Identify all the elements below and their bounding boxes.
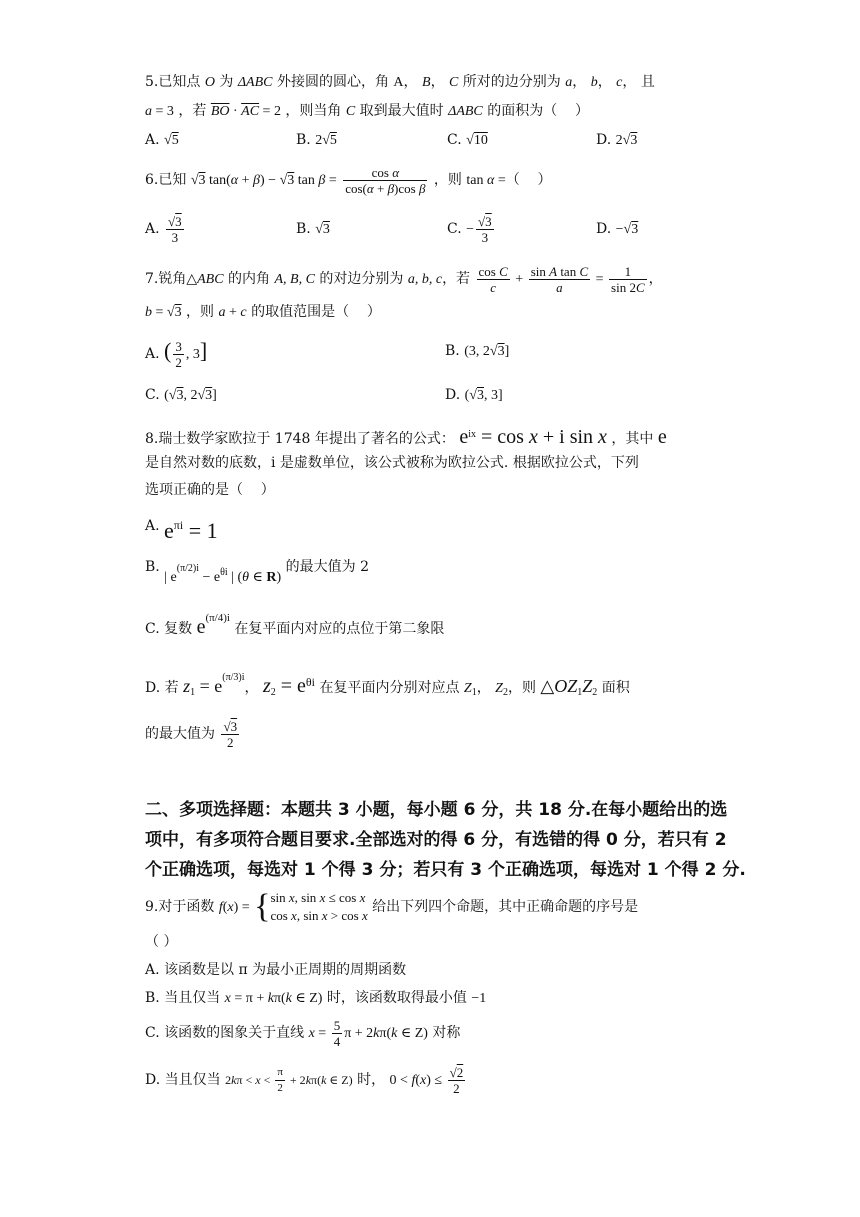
q8-option-c: C. 复数 $e^{(\pi/4)i}$ 在复平面内对应的点位于第二象限 (145, 612, 445, 638)
q6-option-b: B. √3 (296, 221, 330, 237)
q7-option-d: D. (√3, 3] (445, 387, 503, 403)
q8-line3: 选项正确的是（ ） (145, 482, 275, 498)
q8-option-d-line2: 的最大值为 $\frac{√3}{2}$ (145, 718, 238, 750)
section2-line2: 项中，有多项符合题目要求.全部选对的得 6 分，有选错的得 0 分，若只有 2 (145, 830, 727, 850)
q8-option-d-line1: D. 若 $z_1 = e^{(\pi/3)i}$， $z_2 = e^{\theta i}$ 在复平面内分别对应点 $Z_1$， $Z_2$，则 $\triangle OZ_1Z_2$ 面积 (145, 672, 630, 698)
q6-line: 6.已知 √3 tan(α + β) − √3 tan β = $\frac{\text{cos α}}{\text{cos(α + β)cos β}}$ ，则 tan α =（ ） (145, 164, 552, 196)
q9-option-a: A. 该函数是以 π 为最小正周期的周期函数 (145, 962, 407, 978)
q9-option-c: C. 该函数的图象关于直线 x = $\frac{5}{4}$ π + 2kπ(k ∈ Z) 对称 (145, 1017, 461, 1049)
q9-option-d: D. 当且仅当 2kπ < x < $\frac{\pi}{2}$ + 2kπ(k ∈ Z) 时， 0 < f(x) ≤ $\frac{√2}{2}$ (145, 1064, 464, 1096)
q8-line1: 8.瑞士数学家欧拉于 1748 年提出了著名的公式： $e^{ix} = \cos x + i$ sin x ，其中 e (145, 426, 667, 448)
q6-option-a: A. $\frac{√3}{3}$ (145, 213, 182, 245)
q9-option-b: B. 当且仅当 x = π + kπ(k ∈ Z) 时，该函数取得最小值 −1 (145, 990, 487, 1006)
q5-line1: 5.已知点 O 为 ΔABC 外接圆的圆心，角 A， B， C 所对的边分别为 a， b， c， 且 (145, 74, 655, 90)
q5-option-d: D. 2√3 (596, 132, 638, 148)
q5-option-a: A. √5 (145, 132, 179, 148)
q5-option-b: B. 2√5 (296, 132, 337, 148)
q8-line2: 是自然对数的底数，i 是虚数单位，该公式被称为欧拉公式. 根据欧拉公式，下列 (145, 455, 639, 471)
q5-line2: a = 3 ，若 $\overline{BO} \cdot \overline{AC} = 2$ ，则当角 C 取到最大值时 ΔABC 的面积为（ ） (145, 103, 590, 119)
q8-option-a: A. $e^{\pi i} = 1$ (145, 518, 218, 543)
q7-line2: b = √3 ，则 a + c 的取值范围是（ ） (145, 304, 381, 320)
q6-option-c: C. − $\frac{√3}{3}$ (447, 213, 492, 245)
q6-option-d: D. −√3 (596, 221, 639, 237)
q7-option-b: B. (3, 2√3] (445, 343, 510, 359)
section2-line3: 个正确选项，每选对 1 个得 3 分；若只有 3 个正确选项，每选对 1 个得 2 分. (145, 860, 746, 880)
q7-line1: 7.锐角△ABC 的内角 A, B, C 的对边分别为 a, b, c，若 $\frac{\text{cos C}}{c}$ + $\frac{\text{sin A tan C}}{a}$ = $\frac{1}{\sin 2C}$ ， (145, 263, 663, 295)
q8-option-b: B. | $e^{(\pi/2)i} - e^{\theta i}$ | (θ ∈ R) 的最大值为 2 (145, 559, 370, 585)
q9-paren: （ ） (145, 934, 178, 950)
q5-option-c: C. √10 (447, 132, 488, 148)
q9-line1: 9.对于函数 f(x) = { sin x, sin x ≤ cos x cos x, sin x > cos x 给出下列四个命题，其中正确命题的序号是 (145, 888, 639, 925)
section2-line1: 二、多项选择题：本题共 3 小题，每小题 6 分，共 18 分.在每小题给出的选 (145, 800, 728, 820)
q7-option-c: C. (√3, 2√3] (145, 387, 217, 403)
q7-option-a: A. ( $\frac{3}{2}$ , 3] (145, 338, 208, 370)
